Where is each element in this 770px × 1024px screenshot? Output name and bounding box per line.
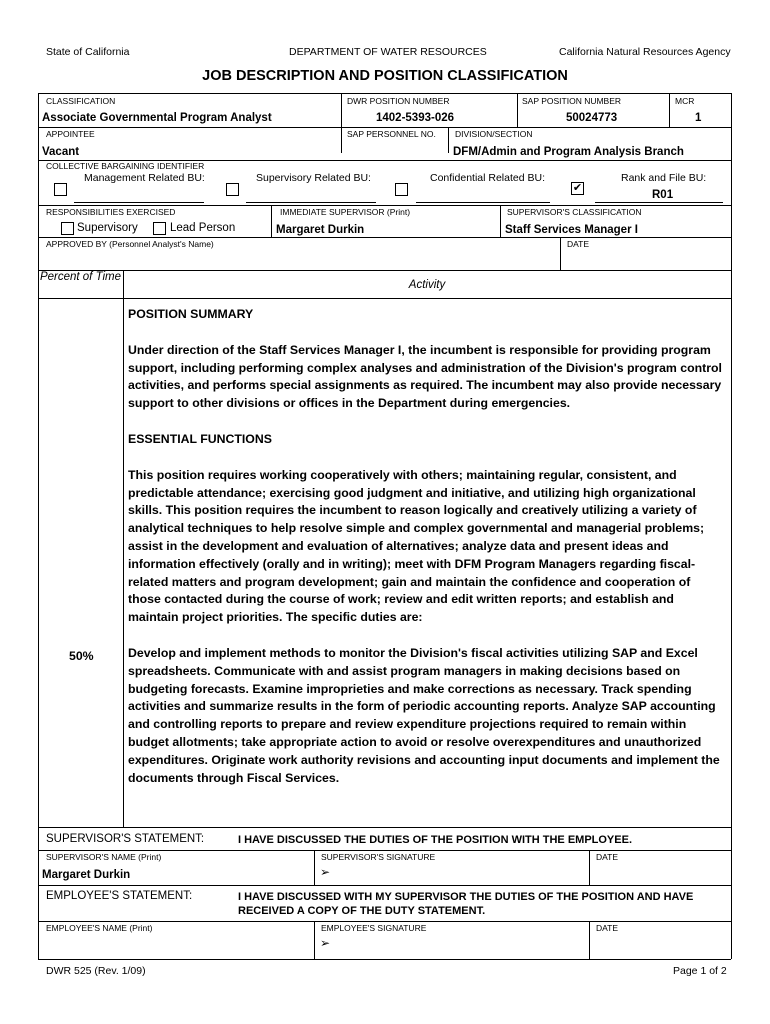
underline (74, 202, 204, 203)
rank-file-bu-checkbox[interactable] (571, 182, 584, 195)
management-bu-checkbox[interactable] (54, 183, 67, 196)
divider (314, 921, 315, 959)
dwr-position-value[interactable]: 1402-5393-026 (376, 112, 455, 124)
supervisor-classification-value[interactable]: Staff Services Manager I (505, 224, 638, 236)
form-id: DWR 525 (Rev. 1/09) (46, 965, 146, 977)
page-title: JOB DESCRIPTION AND POSITION CLASSIFICATION (202, 68, 568, 84)
sap-personnel-label: SAP PERSONNEL NO. (347, 129, 436, 139)
duty-percent: 50% (69, 649, 94, 663)
frame-bottom (38, 959, 731, 960)
page-number: Page 1 of 2 (673, 965, 727, 977)
divider (589, 921, 590, 959)
divider (500, 205, 501, 238)
frame-right (731, 93, 732, 299)
employee-sign-here-icon[interactable]: ➢ (320, 936, 331, 950)
divider (314, 850, 315, 885)
sap-position-label: SAP POSITION NUMBER (522, 96, 622, 106)
essential-functions-heading: ESSENTIAL FUNCTIONS (128, 431, 272, 446)
employee-name-label: EMPLOYEE'S NAME (Print) (46, 923, 153, 933)
rank-file-bu-value[interactable]: R01 (652, 189, 674, 201)
approved-by-label: APPROVED BY (Personnel Analyst's Name) (46, 239, 214, 249)
supervisor-name-value[interactable]: Margaret Durkin (42, 869, 131, 881)
state-label: State of California (46, 46, 130, 58)
management-bu-label: Management Related BU: (84, 172, 205, 184)
employee-statement-line2: RECEIVED A COPY OF THE DUTY STATEMENT. (238, 905, 486, 917)
essential-functions-text: This position requires working cooperatively with others; maintaining regular, consistent, and predictable attendance; exercising good judgment and initiative, and utilizing high organizational skills. This position requires the incumbent to reason logically and creatively utilizing a variety of analytical techniques to help resolve simple and complex governmental and managerial problems; assist in the development and evaluation of alternatives; analyze data and present ideas and information effectively (orally and in writing); meet with DFM Program Managers regarding fiscal-related matters and program development; gain and maintain the confidence and cooperation of those contacted during the course of work; review and edit written reports; and establish and maintain project priorities. The specific duties are: (128, 467, 705, 625)
responsibilities-label: RESPONSIBILITIES EXERCISED (46, 207, 176, 217)
underline (246, 202, 376, 203)
employee-statement-line1: I HAVE DISCUSSED WITH MY SUPERVISOR THE DUTIES OF THE POSITION AND HAVE (238, 891, 694, 903)
row-line (38, 205, 731, 206)
divider (341, 93, 342, 153)
rank-file-bu-label: Rank and File BU: (621, 172, 707, 184)
supervisor-date-label: DATE (596, 852, 619, 862)
confidential-bu-checkbox[interactable] (395, 183, 408, 196)
immediate-supervisor-value[interactable]: Margaret Durkin (276, 224, 365, 236)
divider (517, 93, 518, 127)
supervisory-bu-label: Supervisory Related BU: (256, 172, 371, 184)
position-summary-heading: POSITION SUMMARY (128, 307, 254, 321)
department-label: DEPARTMENT OF WATER RESOURCES (289, 46, 487, 58)
divider (271, 205, 272, 238)
appointee-value[interactable]: Vacant (42, 146, 80, 158)
table-column-divider (123, 270, 124, 827)
supervisory-bu-checkbox[interactable] (226, 183, 239, 196)
table-header-line (38, 298, 731, 299)
row-line (38, 270, 731, 271)
frame-right (731, 827, 732, 959)
row-line (38, 921, 731, 922)
employee-date-label: DATE (596, 923, 619, 933)
employee-signature-label: EMPLOYEE'S SIGNATURE (321, 923, 427, 933)
divider (589, 850, 590, 885)
activity-content (128, 306, 726, 787)
supervisor-classification-label: SUPERVISOR'S CLASSIFICATION (507, 207, 642, 217)
row-line (38, 237, 731, 238)
table-left (38, 270, 39, 827)
mcr-value[interactable]: 1 (695, 112, 702, 124)
supervisor-statement-label: SUPERVISOR'S STATEMENT: (46, 833, 205, 845)
sap-position-value[interactable]: 50024773 (566, 112, 618, 124)
frame-left (38, 827, 39, 959)
supervisory-option-label: Supervisory (77, 222, 138, 234)
table-bottom (38, 827, 731, 828)
mcr-label: MCR (675, 96, 695, 106)
employee-statement-label: EMPLOYEE'S STATEMENT: (46, 890, 193, 902)
check-icon: ✔ (572, 182, 583, 194)
classification-label: CLASSIFICATION (46, 96, 116, 106)
confidential-bu-label: Confidential Related BU: (430, 172, 545, 184)
appointee-label: APPOINTEE (46, 129, 95, 139)
supervisor-statement-text: I HAVE DISCUSSED THE DUTIES OF THE POSITION WITH THE EMPLOYEE. (238, 834, 632, 846)
divider (669, 93, 670, 127)
frame-left (38, 93, 39, 299)
row-line (38, 885, 731, 886)
supervisor-signature-label: SUPERVISOR'S SIGNATURE (321, 852, 436, 862)
supervisor-name-label: SUPERVISOR'S NAME (Print) (46, 852, 162, 862)
duty-text: Develop and implement methods to monitor the Division's fiscal activities utilizing SAP and Excel spreadsheets. Communicate with and assist program managers in making decisions based on budgeting forecasts. Examine improprieties and make corrections as necessary. Track spending activities and summarize results in the form of periodic accounting reports. Analyze SAP accounting and controlling reports to prepare and review expenditure projections required to remain within budget allotments; take appropriate action to avoid or resolve overexpenditures and unauthorized expenditures. Originate work authority revisions and accounting input documents and implement the documents through Fiscal Services. (128, 645, 720, 785)
supervisory-checkbox[interactable] (61, 222, 74, 235)
approved-date-label: DATE (567, 239, 590, 249)
lead-person-option-label: Lead Person (170, 222, 236, 234)
frame-top (38, 93, 731, 94)
underline (416, 202, 550, 203)
classification-value[interactable]: Associate Governmental Program Analyst (42, 112, 272, 124)
row-line (38, 127, 731, 128)
dwr-position-label: DWR POSITION NUMBER (347, 96, 450, 106)
lead-person-checkbox[interactable] (153, 222, 166, 235)
position-summary-text: Under direction of the Staff Services Manager I, the incumbent is responsible for providing program support, including performing complex analyses and administration of the Division's program control activities, and performs special assignments as required. The incumbent may also provide necessary support to other divisions or offices in the Department during emergencies. (128, 342, 722, 411)
activity-header: Activity (408, 279, 446, 291)
division-label: DIVISION/SECTION (455, 129, 533, 139)
divider (560, 237, 561, 270)
table-right (731, 270, 732, 827)
row-line (38, 850, 731, 851)
divider (448, 127, 449, 153)
underline (595, 202, 723, 203)
supervisor-sign-here-icon[interactable]: ➢ (320, 865, 331, 879)
bargaining-label: COLLECTIVE BARGAINING IDENTIFIER (46, 161, 205, 171)
division-value[interactable]: DFM/Admin and Program Analysis Branch (453, 146, 684, 158)
agency-label: California Natural Resources Agency (559, 46, 731, 58)
immediate-supervisor-label: IMMEDIATE SUPERVISOR (Print) (280, 207, 411, 217)
percent-header: Percent of Time (39, 271, 122, 283)
